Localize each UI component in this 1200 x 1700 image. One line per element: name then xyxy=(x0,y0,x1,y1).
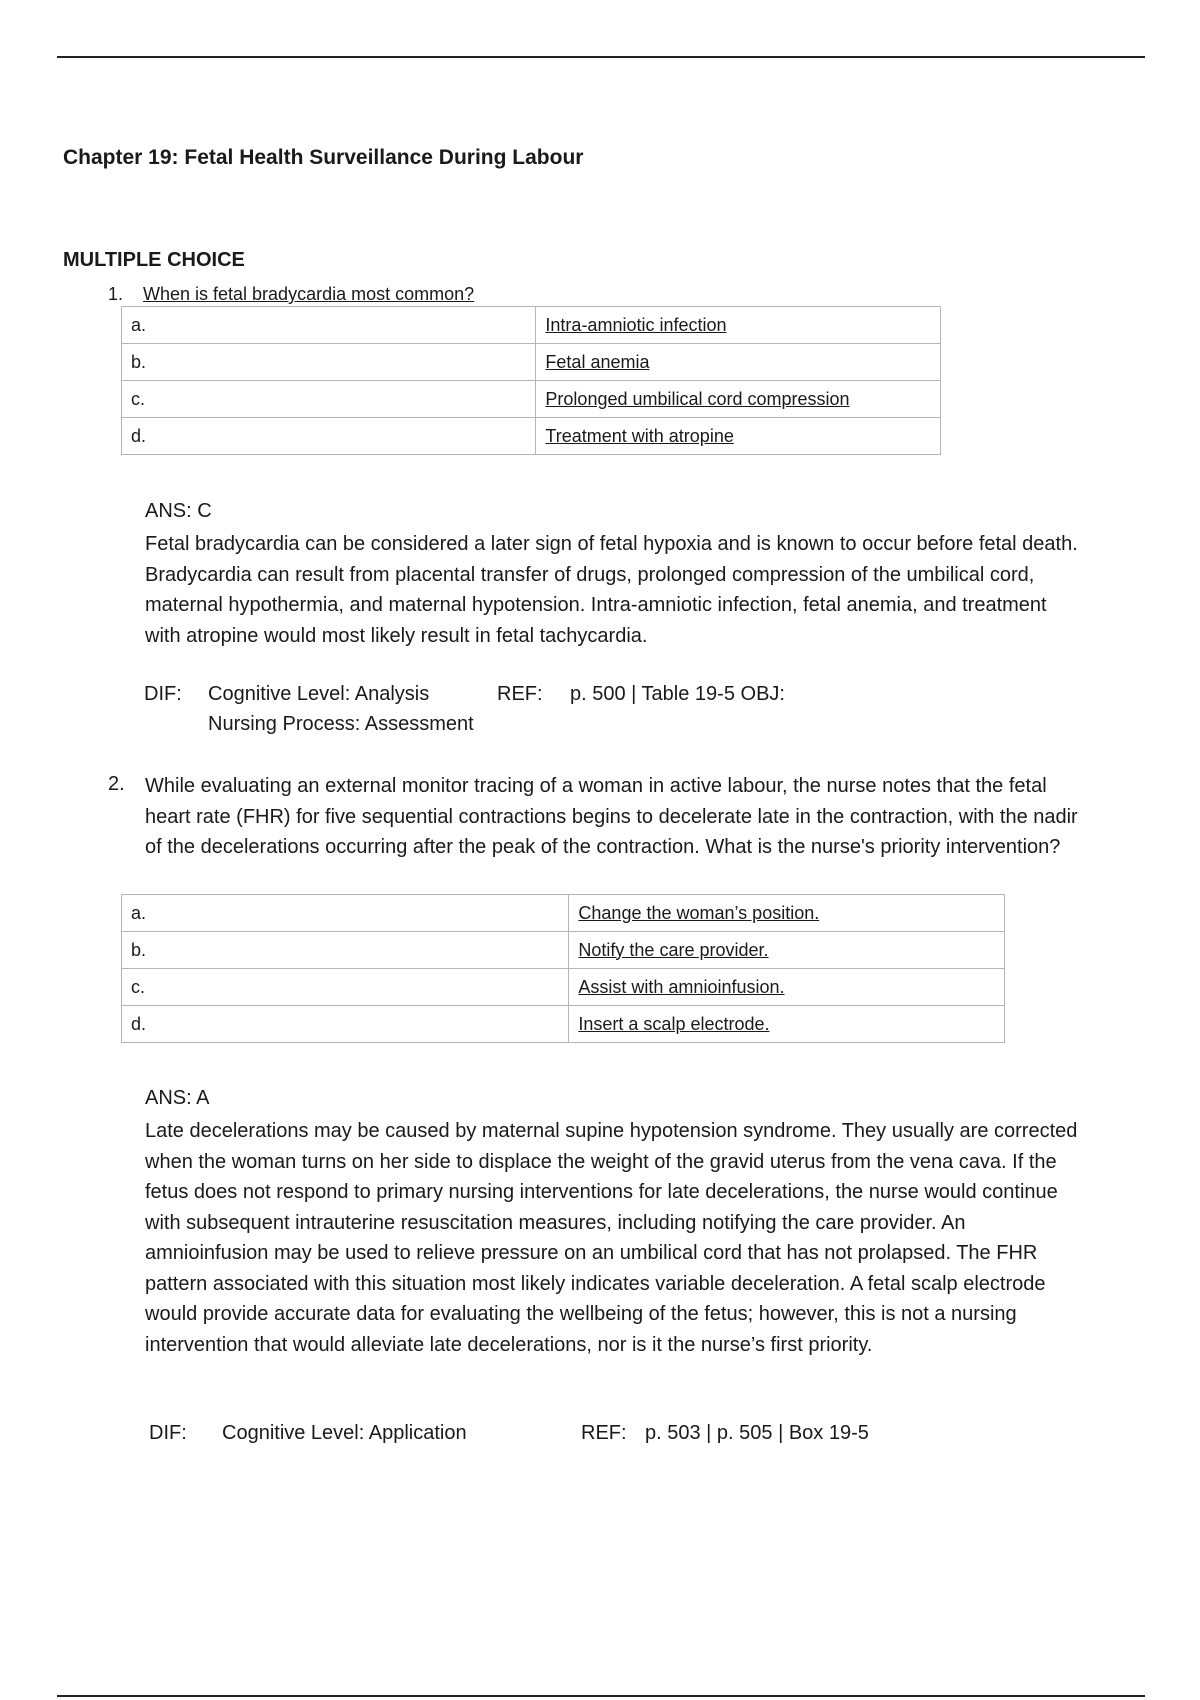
question-1-ref-label: REF: xyxy=(497,683,543,705)
option-text: Notify the care provider. xyxy=(569,932,1005,969)
chapter-title: Chapter 19: Fetal Health Surveillance During Labour xyxy=(63,146,584,169)
option-text: Intra-amniotic infection xyxy=(536,307,941,344)
top-rule xyxy=(57,56,1145,58)
question-2-number: 2. xyxy=(108,773,125,795)
option-row[interactable] xyxy=(122,344,941,381)
question-2-dif-label: DIF: xyxy=(149,1422,187,1444)
bottom-rule xyxy=(57,1695,1145,1697)
question-1-rationale: Fetal bradycardia can be considered a later sign of fetal hypoxia and is known to occur before fetal death. Bradycardia can result from placental transfer of drugs, prolonged compression of the umbilical cord, maternal hypothermia, and maternal hypotension. Intra-amniotic infection, fetal anemia, and treatment with atropine would most likely result in fetal tachycardia. xyxy=(145,533,1078,647)
option-text: Treatment with atropine xyxy=(536,418,941,455)
option-row[interactable] xyxy=(122,969,1005,1006)
option-letter: d. xyxy=(122,418,536,455)
question-1-nursing-process: Nursing Process: Assessment xyxy=(208,713,474,735)
question-1-dif-value: Cognitive Level: Analysis xyxy=(208,683,430,705)
option-letter: b. xyxy=(122,344,536,381)
option-text: Insert a scalp electrode. xyxy=(569,1006,1005,1043)
option-letter: c. xyxy=(122,381,536,418)
question-1-dif-label: DIF: xyxy=(144,683,182,705)
option-text: Fetal anemia xyxy=(536,344,941,381)
question-1-number: 1. xyxy=(108,284,124,304)
question-2-answer: ANS: A xyxy=(145,1087,210,1109)
section-title: MULTIPLE CHOICE xyxy=(63,249,245,271)
question-2-ref-label: REF: xyxy=(581,1422,627,1444)
question-1-answer: ANS: C xyxy=(145,500,212,522)
question-2-options xyxy=(121,894,1005,1043)
option-row[interactable] xyxy=(122,932,1005,969)
option-letter: b. xyxy=(122,932,569,969)
option-row[interactable] xyxy=(122,307,941,344)
option-letter: c. xyxy=(122,969,569,1006)
option-letter: d. xyxy=(122,1006,569,1043)
question-2-ref-value: p. 503 | p. 505 | Box 19-5 xyxy=(645,1422,869,1444)
option-row[interactable] xyxy=(122,1006,1005,1043)
question-1-options xyxy=(121,306,941,455)
option-row[interactable] xyxy=(122,381,941,418)
option-letter: a. xyxy=(122,895,569,932)
option-text: Assist with amnioinfusion. xyxy=(569,969,1005,1006)
option-text: Change the woman’s position. xyxy=(569,895,1005,932)
question-1-ref-value: p. 500 | Table 19-5 OBJ: xyxy=(570,683,785,705)
question-2-dif-value: Cognitive Level: Application xyxy=(222,1422,467,1444)
option-row[interactable] xyxy=(122,418,941,455)
option-text: Prolonged umbilical cord compression xyxy=(536,381,941,418)
option-letter: a. xyxy=(122,307,536,344)
question-2-rationale: Late decelerations may be caused by maternal supine hypotension syndrome. They usually are corrected when the woman turns on her side to displace the weight of the gravid uterus from the vena cava. If the fetus does not respond to primary nursing interventions for late decelerations, the nurse would continue with subsequent intrauterine resuscitation measures, including notifying the care provider. An amnioinfusion may be used to relieve pressure on an umbilical cord that has not prolapsed. The FHR pattern associated with this situation most likely indicates variable deceleration. A fetal scalp electrode would provide accurate data for evaluating the wellbeing of the fetus; however, this is not a nursing intervention that would alleviate late decelerations, nor is it the nurse’s first priority. xyxy=(145,1120,1078,1356)
question-1-stem: When is fetal bradycardia most common? xyxy=(143,284,475,304)
question-2-stem: While evaluating an external monitor tracing of a woman in active labour, the nurse notes that the fetal heart rate (FHR) for five sequential contractions begins to decelerate late in the contraction, with the nadir of the decelerations occurring after the peak of the contraction. What is the nurse's priority intervention? xyxy=(145,775,1078,858)
option-row[interactable] xyxy=(122,895,1005,932)
